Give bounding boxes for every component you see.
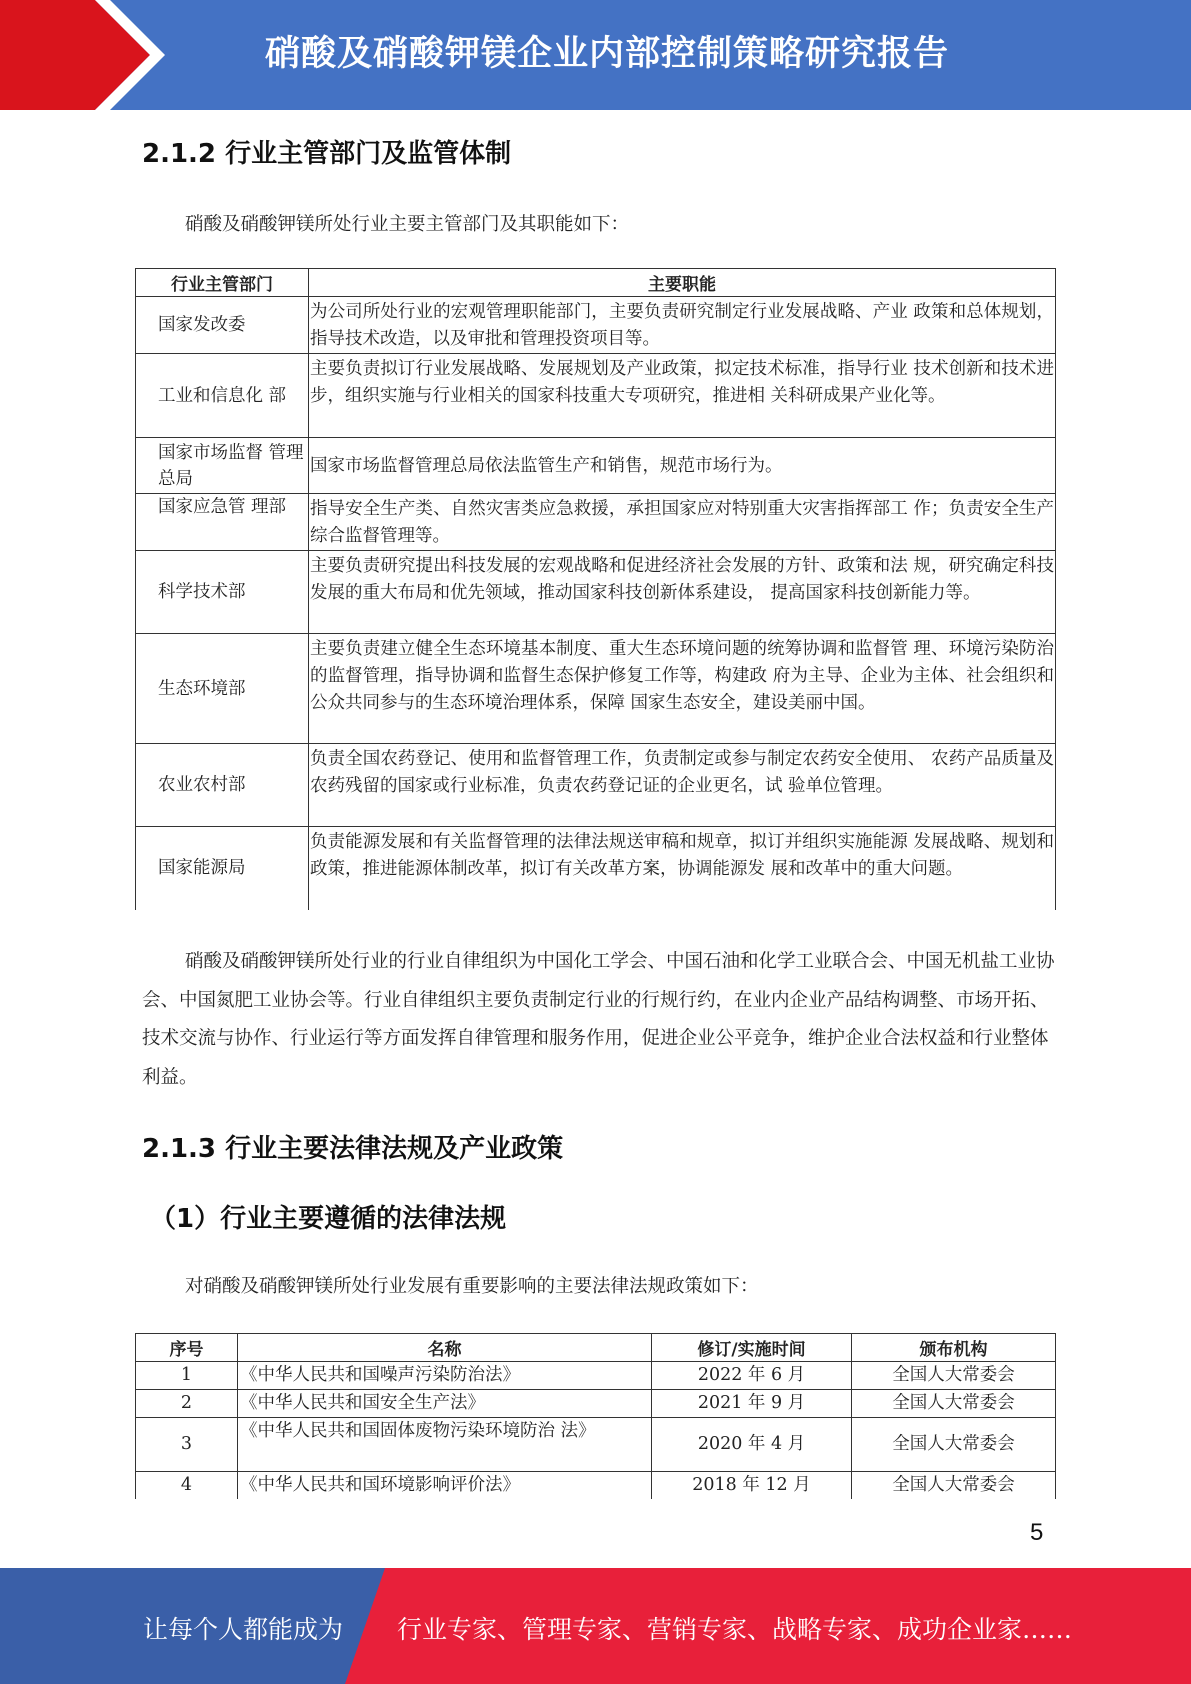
report-title: 硝酸及硝酸钾镁企业内部控制策略研究报告 [265, 34, 950, 74]
laws-table [135, 1333, 1056, 1499]
law-org: 全国人大常委会 [852, 1362, 1056, 1390]
footer-slogan-right: 行业专家、管理专家、营销专家、战略专家、成功企业家…… [397, 1615, 1073, 1644]
column-header-no: 序号 [136, 1334, 238, 1362]
regulator-table [135, 268, 1056, 910]
row-number: 1 [136, 1362, 238, 1390]
subsection-heading-laws: （1）行业主要遵循的法律法规 [150, 1204, 507, 1234]
law-org: 全国人大常委会 [852, 1390, 1056, 1418]
column-header-dept: 行业主管部门 [136, 269, 309, 297]
table-header-row [136, 269, 1056, 297]
func-cell: 为公司所处行业的宏观管理职能部门，主要负责研究制定行业发展战略、产业 政策和总体规划，指导技术改造，以及审批和管理投资项目等。 [309, 297, 1056, 354]
table-row [136, 551, 1056, 634]
table-row [136, 1362, 1056, 1390]
func-cell: 负责能源发展和有关监督管理的法律法规送审稿和规章，拟订并组织实施能源 发展战略、规划和政策，推进能源体制改革，拟订有关改革方案，协调能源发 展和改革中的重大问题。 [309, 827, 1056, 910]
section-heading-2-1-2: 2.1.2 行业主管部门及监管体制 [142, 139, 512, 169]
table-row [136, 438, 1056, 494]
footer-slogan-left: 让每个人都能成为 [143, 1615, 344, 1644]
dept-cell: 国家应急管 理部 [136, 494, 309, 551]
dept-cell: 农业农村部 [136, 744, 309, 827]
table-row [136, 1418, 1056, 1472]
row-number: 4 [136, 1472, 238, 1500]
law-date: 2018 年 12 月 [652, 1472, 852, 1500]
func-cell: 主要负责拟订行业发展战略、发展规划及产业政策，拟定技术标准，指导行业 技术创新和技术进步，组织实施与行业相关的国家科技重大专项研究，推进相 关科研成果产业化等。 [309, 354, 1056, 438]
func-cell: 国家市场监督管理总局依法监管生产和销售，规范市场行为。 [309, 438, 1056, 494]
law-name: 《中华人民共和国安全生产法》 [238, 1390, 652, 1418]
func-cell: 指导安全生产类、自然灾害类应急救援，承担国家应对特别重大灾害指挥部工 作；负责安全生产综合监督管理等。 [309, 494, 1056, 551]
dept-cell: 工业和信息化 部 [136, 354, 309, 438]
dept-cell: 国家能源局 [136, 827, 309, 910]
table-row [136, 1472, 1056, 1500]
law-org: 全国人大常委会 [852, 1472, 1056, 1500]
law-name: 《中华人民共和国噪声污染防治法》 [238, 1362, 652, 1390]
table-row [136, 744, 1056, 827]
dept-cell: 国家市场监督 管理总局 [136, 438, 309, 494]
table-row [136, 297, 1056, 354]
section-heading-2-1-3: 2.1.3 行业主要法律法规及产业政策 [142, 1134, 564, 1164]
law-org: 全国人大常委会 [852, 1418, 1056, 1472]
law-name: 《中华人民共和国固体废物污染环境防治 法》 [238, 1418, 652, 1472]
func-cell: 主要负责建立健全生态环境基本制度、重大生态环境问题的统筹协调和监督管 理、环境污染防治的监督管理，指导协调和监督生态保护修复工作等，构建政 府为主导、企业为主体、社会组织和公众共同参与的生态环境治理体系，保障 国家生态安全，建设美丽中国。 [309, 634, 1056, 744]
law-date: 2020 年 4 月 [652, 1418, 852, 1472]
page-header [0, 0, 1191, 110]
section-intro-2-1-3: 对硝酸及硝酸钾镁所处行业发展有重要影响的主要法律法规政策如下： [185, 1276, 759, 1297]
law-date: 2021 年 9 月 [652, 1390, 852, 1418]
column-header-org: 颁布机构 [852, 1334, 1056, 1362]
dept-cell: 科学技术部 [136, 551, 309, 634]
table-row [136, 827, 1056, 910]
page-footer [0, 1568, 1191, 1684]
table-row [136, 1390, 1056, 1418]
self-regulation-paragraph: 硝酸及硝酸钾镁所处行业的行业自律组织为中国化工学会、中国石油和化学工业联合会、中国无机盐工业协会、中国氮肥工业协会等。行业自律组织主要负责制定行业的行规行约，在业内企业产品结构调整、市场开拓、技术交流与协作、行业运行等方面发挥自律管理和服务作用，促进企业公平竞争，维护企业合法权益和行业整体利益。 [142, 951, 1055, 1088]
table-header-row [136, 1334, 1056, 1362]
func-cell: 主要负责研究提出科技发展的宏观战略和促进经济社会发展的方针、政策和法 规，研究确定科技发展的重大布局和优先领域，推动国家科技创新体系建设， 提高国家科技创新能力等。 [309, 551, 1056, 634]
section-intro-2-1-2: 硝酸及硝酸钾镁所处行业主要主管部门及其职能如下： [185, 214, 630, 235]
law-date: 2022 年 6 月 [652, 1362, 852, 1390]
dept-cell: 生态环境部 [136, 634, 309, 744]
func-cell: 负责全国农药登记、使用和监督管理工作，负责制定或参与制定农药安全使用、 农药产品质量及农药残留的国家或行业标准，负责农药登记证的企业更名，试 验单位管理。 [309, 744, 1056, 827]
row-number: 3 [136, 1418, 238, 1472]
table-row [136, 634, 1056, 744]
row-number: 2 [136, 1390, 238, 1418]
page-number: 5 [1030, 1519, 1044, 1546]
column-header-name: 名称 [238, 1334, 652, 1362]
table-row [136, 354, 1056, 438]
dept-cell: 国家发改委 [136, 297, 309, 354]
table-row [136, 494, 1056, 551]
column-header-date: 修订/实施时间 [652, 1334, 852, 1362]
law-name: 《中华人民共和国环境影响评价法》 [238, 1472, 652, 1500]
column-header-func: 主要职能 [309, 269, 1056, 297]
